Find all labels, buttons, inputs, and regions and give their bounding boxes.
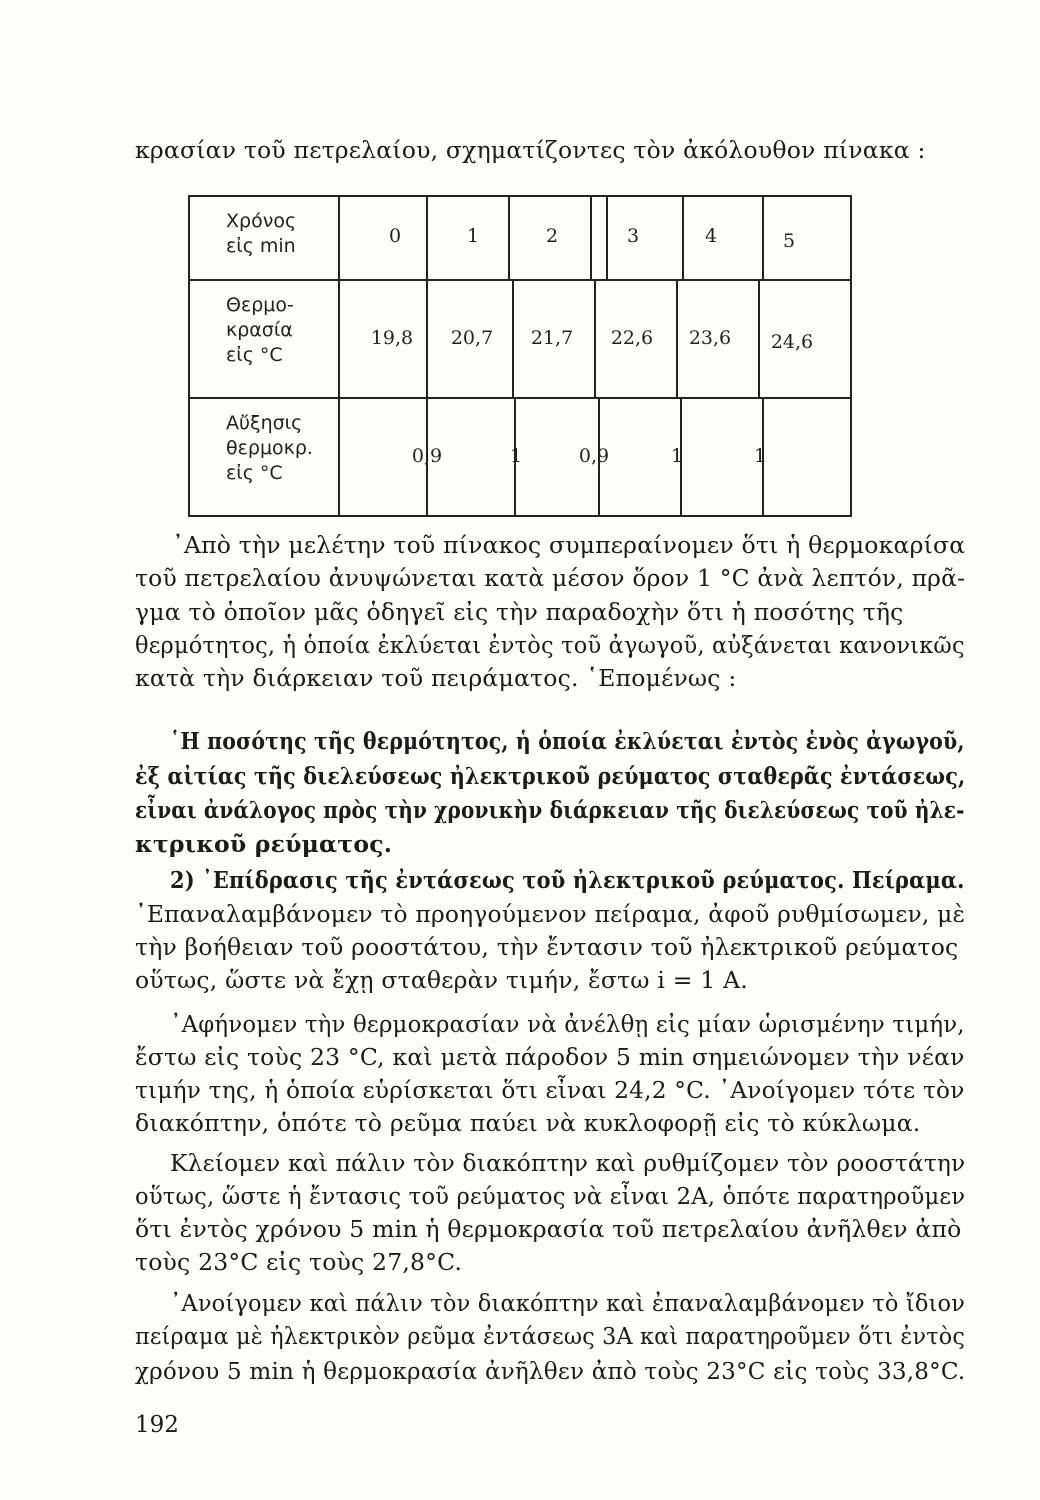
table-rule [426,197,428,279]
table-rule [598,399,600,515]
paragraph-line: γμα τὸ ὁποῖον μᾶς ὁδηγεῖ εἰς τὴν παραδοχὴν ὅτι ἡ ποσότης τῆς [135,598,904,626]
table-cell: 22,6 [610,327,654,349]
paragraph-line: χρόνου 5 min ἡ θερμοκρασία ἀνῆλθεν ἀπὸ τοὺς 23°C εἰς τοὺς 33,8°C. [135,1357,966,1385]
table-rule [680,399,682,515]
header-line: εἰς min [226,235,296,257]
table-cell: 0 [388,225,402,247]
header-line: Θερμο- [226,294,294,316]
table-cell: 2 [545,225,559,247]
table-rule [512,281,514,397]
table-cell: 1 [466,225,480,247]
paragraph-line: διακόπτην, ὁπότε τὸ ρεῦμα παύει νὰ κυκλοφορῇ εἰς τὸ κύκλωμα. [135,1109,921,1137]
table-row-time [190,197,850,279]
table-rule [590,197,592,279]
table-cell: 4 [704,225,718,247]
header-line: Αὔξησις [226,412,303,434]
table-cell: 23,6 [688,327,732,349]
table-cell: 3 [626,225,640,247]
table-cell: 1 [753,445,767,467]
page-number: 192 [135,1412,179,1438]
paragraph-line: τὴν βοήθειαν τοῦ ροοστάτου, τὴν ἔντασιν τοῦ ἠλεκτρικοῦ ρεύματος [135,933,959,961]
header-line: εἰς °C [226,462,283,484]
table-rule [682,197,684,279]
paragraph-line: ᾿Αφήνομεν τὴν θερμοκρασίαν νὰ ἀνέλθῃ εἰς μίαν ὡρισμένην τιμήν, [170,1010,965,1038]
table-rule [426,399,428,515]
table-cell: 19,8 [370,327,414,349]
table-cell: 1 [509,445,523,467]
table-rule [676,281,678,397]
table-cell: 21,7 [530,327,574,349]
law-line: ἐξ αἰτίας τῆς διελεύσεως ἠλεκτρικοῦ ρεύματος σταθερᾶς ἐντάσεως, [135,762,966,790]
table-rule [606,197,608,279]
table-rule [426,281,428,397]
paragraph-line: πείραμα μὲ ἠλεκτρικὸν ρεῦμα ἐντάσεως 3A καὶ παρατηροῦμεν ὅτι ἐντὸς [135,1322,966,1350]
law-line: ῾Η ποσότης τῆς θερμότητος, ἡ ὁποία ἐκλύεται ἐντὸς ἑνὸς ἀγωγοῦ, [170,727,965,755]
paragraph-line: τοὺς 23°C εἰς τοὺς 27,8°C. [135,1248,463,1276]
paragraph-line: θερμότητος, ἡ ὁποία ἐκλύεται ἐντὸς τοῦ ἀγωγοῦ, αὐξάνεται κανονικῶς [135,631,965,659]
header-line: θερμοκρ. [226,437,313,459]
paragraph-line: ἔστω εἰς τοὺς 23 °C, καὶ μετὰ πάροδον 5 min σημειώνομεν τὴν νέαν [135,1043,965,1071]
paragraph-line: κατὰ τὴν διάρκειαν τοῦ πειράματος. ῾Επομένως : [135,664,737,692]
paragraph-line: ᾿Ανοίγομεν καὶ πάλιν τὸν διακόπτην καὶ ἐπαναλαμβάνομεν τὸ ἴδιον [170,1289,966,1317]
paragraph-line: τιμήν της, ἡ ὁποία εὑρίσκεται ὅτι εἶναι 24,2 °C. ᾿Ανοίγομεν τότε τὸν [135,1076,965,1104]
paragraph-line: ὅτι ἐντὸς χρόνου 5 min ἡ θερμοκρασία τοῦ πετρελαίου ἀνῆλθεν ἀπὸ [135,1215,962,1243]
table-rule [514,399,516,515]
table-rule [594,281,596,397]
law-line: εἶναι ἀνάλογος πρὸς τὴν χρονικὴν διάρκειαν τῆς διελεύσεως τοῦ ἠλε- [135,796,965,824]
header-line: Χρόνος [226,210,297,232]
table-cell: 20,7 [450,327,494,349]
paragraph-line: τοῦ πετρελαίου ἀνυψώνεται κατὰ μέσον ὅρον 1 °C ἀνὰ λεπτόν, πρᾶ- [135,564,966,592]
table-cell: 5 [782,230,796,252]
paragraph-line: Κλείομεν καὶ πάλιν τὸν διακόπτην καὶ ρυθμίζομεν τὸν ροοστάτην [170,1149,966,1177]
paragraph-line: οὕτως, ὥστε νὰ ἔχῃ σταθερὰν τιμήν, ἔστω i = 1 A. [135,966,748,994]
row-header-increase [190,399,340,515]
table-rule [758,281,760,397]
table-rule [190,279,850,281]
section-heading: 2) ᾿Επίδρασις τῆς ἐντάσεως τοῦ ἠλεκτρικοῦ ρεύματος. Πείραμα. [170,866,965,894]
law-line: κτρικοῦ ρεύματος. [135,830,393,858]
table-rule [508,197,510,279]
paragraph-line: ᾿Επαναλαμβάνομεν τὸ προηγούμενον πείραμα, ἀφοῦ ρυθμίσωμεν, μὲ [135,900,966,928]
paragraph-line: ᾿Απὸ τὴν μελέτην τοῦ πίνακος συμπεραίνομεν ὅτι ἡ θερμοκαρίσα [172,531,966,559]
table-cell: 0,9 [578,445,610,467]
row-header-temperature [190,281,340,397]
table-rule [762,197,764,279]
header-line: εἰς °C [226,344,283,366]
table-cell: 0,9 [411,445,443,467]
table-cell: 24,6 [770,331,814,353]
table-row-increase [190,399,850,515]
table-row-temperature [190,281,850,397]
table-cell: 1 [670,445,684,467]
header-line: κρασία [226,319,293,341]
paragraph-line: οὕτως, ὥστε ἡ ἔντασις τοῦ ρεύματος νὰ εἶναι 2A, ὁπότε παρατηροῦμεν [135,1182,966,1210]
table-rule [190,397,850,399]
row-header-time [190,197,340,279]
temperature-table [188,195,852,517]
intro-line: κρασίαν τοῦ πετρελαίου, σχηματίζοντες τὸν ἀκόλουθον πίνακα : [135,136,926,164]
table-rule [762,399,764,515]
